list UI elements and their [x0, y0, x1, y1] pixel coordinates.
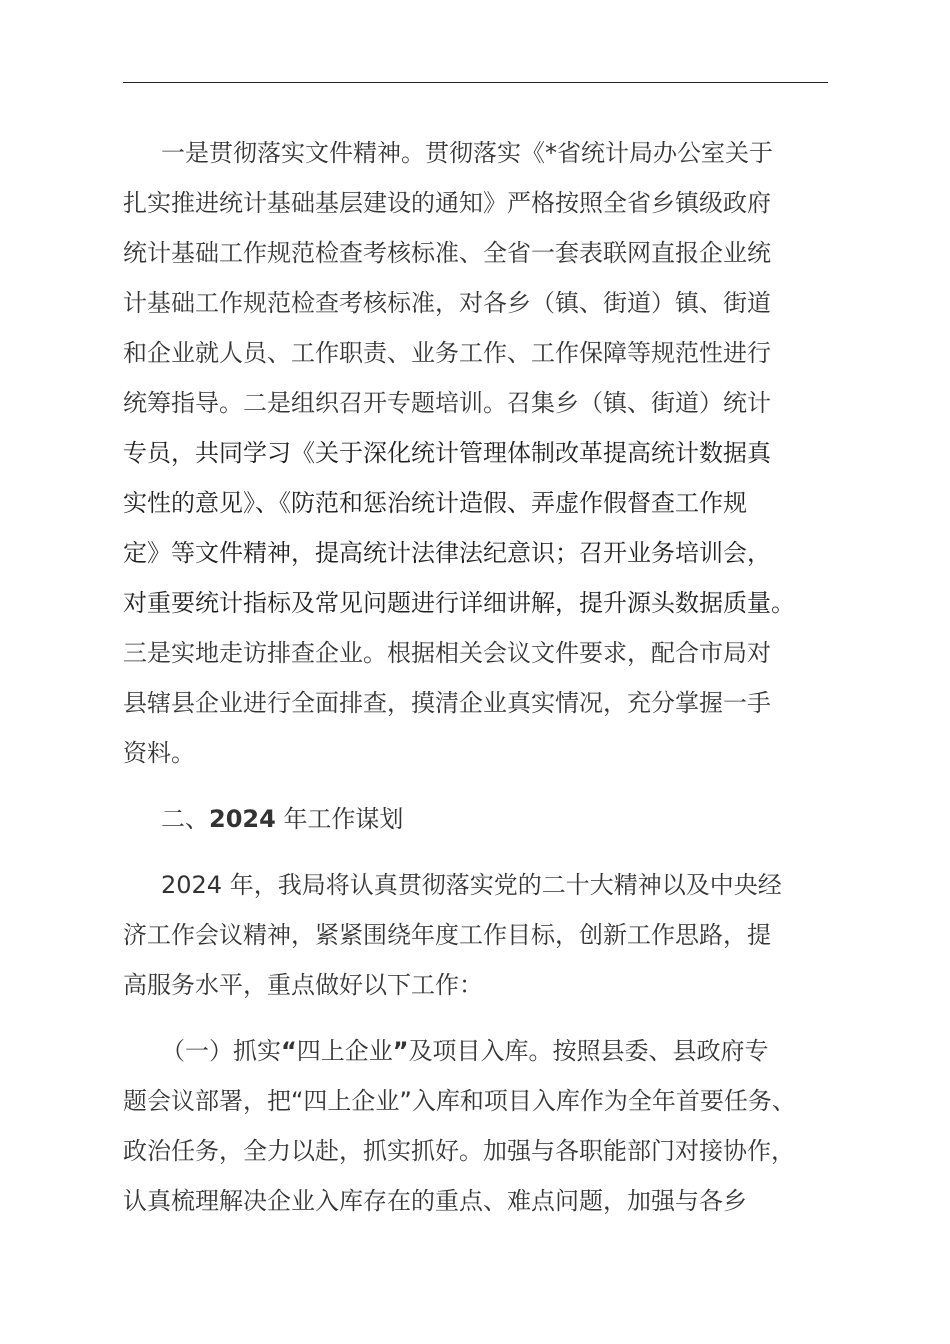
- header-rule: [123, 82, 828, 83]
- text-line: 资料。: [123, 739, 195, 767]
- section-heading: [123, 794, 828, 844]
- text-line: 三是实地走访排查企业。根据相关会议文件要求，配合市局对: [123, 639, 771, 667]
- document-body: [123, 128, 828, 1226]
- text-line: 对重要统计指标及常见问题进行详细讲解，提升源头数据质量。: [123, 589, 795, 617]
- text-line: 和企业就人员、工作职责、业务工作、工作保障等规范性进行: [123, 339, 771, 367]
- heading-year: 2024: [209, 805, 276, 833]
- text-line: 济工作会议精神，紧紧围绕年度工作目标，创新工作思路，提: [123, 921, 771, 949]
- open-quote: “: [281, 1037, 297, 1065]
- text-line: 统筹指导。二是组织召开专题培训。召集乡（镇、街道）统计: [123, 389, 771, 417]
- item-prefix: （一）抓实: [161, 1037, 281, 1065]
- text-line: 定》等文件精神，提高统计法律法纪意识；召开业务培训会，: [123, 539, 771, 567]
- text-line: 一是贯彻落实文件精神。贯彻落实《*省统计局办公室关于: [161, 139, 773, 167]
- paragraph-item-one: [123, 1026, 828, 1226]
- text-line: 扎实推进统计基础基层建设的通知》严格按照全省乡镇级政府: [123, 189, 771, 217]
- text-line: 2024 年，我局将认真贯彻落实党的二十大精神以及中央经: [161, 871, 782, 899]
- text-line: 统计基础工作规范检查考核标准、全省一套表联网直报企业统: [123, 239, 771, 267]
- text-line: 计基础工作规范检查考核标准，对各乡（镇、街道）镇、街道: [123, 289, 771, 317]
- text-line: 县辖县企业进行全面排查，摸清企业真实情况，充分掌握一手: [123, 689, 771, 717]
- text-line: 高服务水平，重点做好以下工作：: [123, 971, 483, 999]
- text-line: 认真梳理解决企业入库存在的重点、难点问题，加强与各乡: [123, 1187, 747, 1215]
- item-keyword: 四上企业: [296, 1037, 393, 1065]
- close-quote: ”: [392, 1037, 409, 1065]
- text-line: 政治任务，全力以赴，抓实抓好。加强与各职能部门对接协作，: [123, 1137, 795, 1165]
- text-line: 实性的意见》、《防范和惩治统计造假、弄虚作假督查工作规: [123, 489, 747, 517]
- text-line: 专员，共同学习《关于深化统计管理体制改革提高统计数据真: [123, 439, 771, 467]
- item-suffix: 及项目入库。按照县委、县政府专: [408, 1037, 769, 1065]
- paragraph-work-summary: [123, 128, 828, 778]
- paragraph-2024-plan: [123, 860, 828, 1010]
- heading-prefix: 二、: [161, 805, 209, 833]
- heading-suffix: 年工作谋划: [283, 805, 404, 833]
- text-line: 题会议部署，把“四上企业”入库和项目入库作为全年首要任务、: [123, 1087, 796, 1115]
